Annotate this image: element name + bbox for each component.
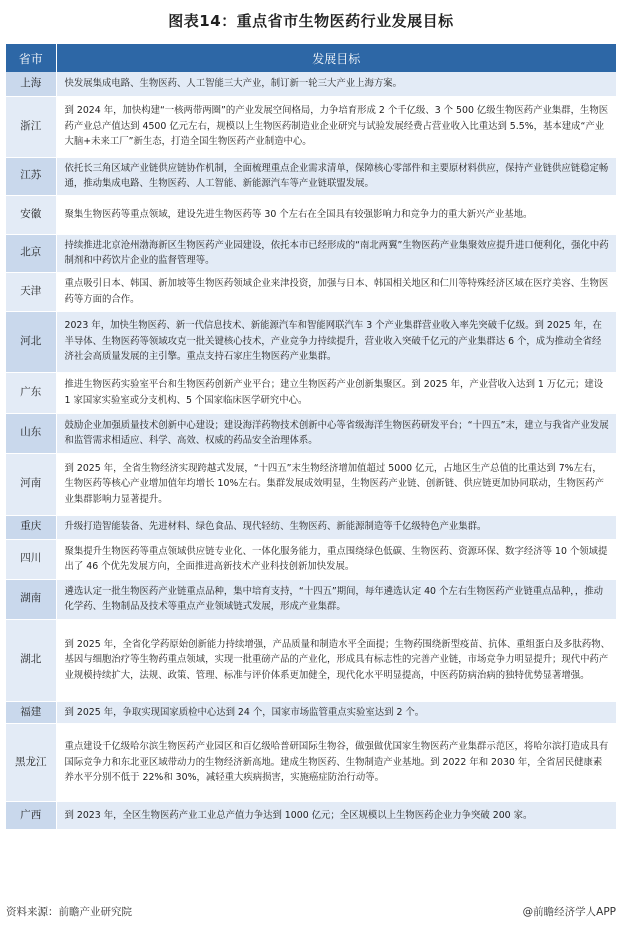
province-cell: 福建 (6, 701, 56, 723)
goal-cell: 到 2023 年，全区生物医药产业工业总产值力争达到 1000 亿元；全区规模以上生物医药企业力争突破 200 家。 (56, 801, 616, 829)
province-cell: 重庆 (6, 515, 56, 539)
goal-cell: 到 2025 年，争取实现国家质检中心达到 24 个，国家市场监管重点实验室达到 2 个。 (56, 701, 616, 723)
goal-cell: 重点吸引日本、韩国、新加坡等生物医药领域企业来津投资，加强与日本、韩国相关地区和仁川等特殊经济区域在医疗美容、生物医药等方面的合作。 (56, 272, 616, 311)
header-goal: 发展目标 (56, 44, 616, 72)
province-cell: 河北 (6, 311, 56, 372)
province-cell: 浙江 (6, 96, 56, 157)
table-row (6, 619, 616, 701)
table-row (6, 413, 616, 453)
table-row (6, 272, 616, 311)
table-row (6, 453, 616, 515)
goal-cell: 遴选认定一批生物医药产业链重点品种，集中培育支持，“十四五”期间，每年遴选认定 40 个左右生物医药产业链重点品种，，推动化学药、生物制品及技术等重点产业领域链式发展，形成产业集群。 (56, 579, 616, 619)
table-row (6, 801, 616, 829)
province-cell: 北京 (6, 234, 56, 272)
table-row (6, 539, 616, 579)
goal-cell: 依托长三角区域产业链供应链协作机制，全面梳理重点企业需求清单，保障核心零部件和主要原材料供应，保持产业链供应链稳定畅通，推动集成电路、生物医药、人工智能、新能源汽车等产业链联盟发展。 (56, 157, 616, 195)
table-row (6, 195, 616, 234)
brand-watermark: @前瞻经济学人APP (522, 906, 616, 918)
goal-cell: 鼓励企业加强质量技术创新中心建设；建设海洋药物技术创新中心等省级海洋生物医药研发平台；“十四五”末，建立与我省产业发展和监管需求相适应、科学、高效、权威的药品安全治理体系。 (56, 413, 616, 453)
table-row (6, 515, 616, 539)
table-row (6, 701, 616, 723)
province-cell: 江苏 (6, 157, 56, 195)
province-cell: 广西 (6, 801, 56, 829)
province-cell: 四川 (6, 539, 56, 579)
province-cell: 黑龙江 (6, 723, 56, 801)
table-row (6, 96, 616, 157)
goal-cell: 2023 年，加快生物医药、新一代信息技术、新能源汽车和智能网联汽车 3 个产业集群营业收入率先突破千亿级。到 2025 年，在半导体、生物医药等领域攻克一批关键核心技术，产业竞争力持续提升，营业收入突破千亿元的产业集群达 6 个，成为推动全省经济社会高质量发展的主引擎。重点支持石家庄生物医药产业集群。 (56, 311, 616, 372)
table-row (6, 723, 616, 801)
goals-table (6, 44, 616, 830)
goal-cell: 到 2024 年，加快构建“一核两带两圈”的产业发展空间格局，力争培育形成 2 个千亿级、3 个 500 亿级生物医药产业集群，生物医药产业总产值达到 4500 亿元左右，规模以上生物医药制造业企业研究与试验发展经费占营业收入比重达到 5.5%，基本建成“产业大脑+未来工厂”新生态，打造全国生物医药产业制造中心。 (56, 96, 616, 157)
goal-cell: 聚集生物医药等重点领域，建设先进生物医药等 30 个左右在全国具有较强影响力和竞争力的重大新兴产业基地。 (56, 195, 616, 234)
table-row (6, 234, 616, 272)
province-cell: 广东 (6, 372, 56, 413)
table-row (6, 579, 616, 619)
table-row (6, 72, 616, 96)
province-cell: 湖南 (6, 579, 56, 619)
goal-cell: 到 2025 年，全省生物经济实现跨越式发展，“十四五”末生物经济增加值超过 5000 亿元，占地区生产总值的比重达到 7%左右，生物医药等核心产业增加值年均增长 10%左右。集群发展成效明显，生物医药产业链、创新链、供应链更加协同联动，生物医药产业集群影响力显著提升。 (56, 453, 616, 515)
header-province: 省市 (6, 44, 56, 72)
goal-cell: 重点建设千亿级哈尔滨生物医药产业园区和百亿级哈普研国际生物谷，做强做优国家生物医药产业集群示范区，将哈尔滨打造成具有国际竞争力和东北亚区域带动力的生物经济新高地。建成生物医药、生物制造产业基地。到 2022 年和 2030 年，全省居民健康素养水平分别不低于 22%和 30%，减轻重大疾病损害，实施癌症防治行动等。 (56, 723, 616, 801)
goal-cell: 升级打造智能装备、先进材料、绿色食品、现代轻纺、生物医药、新能源制造等千亿级特色产业集群。 (56, 515, 616, 539)
source-note: 资料来源：前瞻产业研究院 (6, 906, 132, 918)
table-header-row (6, 44, 616, 72)
goal-cell: 快发展集成电路、生物医药、人工智能三大产业，制订新一轮三大产业上海方案。 (56, 72, 616, 96)
chart-title: 图表14：重点省市生物医药行业发展目标 (168, 12, 454, 30)
goal-cell: 推进生物医药实验室平台和生物医药创新产业平台；建立生物医药产业创新集聚区。到 2025 年，产业营收入达到 1 万亿元；建设 1 家国家实验室或分支机构、5 个国家临床医学研究中心。 (56, 372, 616, 413)
goal-cell: 到 2025 年，全省化学药原始创新能力持续增强，产品质量和制造水平全面提；生物药围绕新型疫苗、抗体、重组蛋白及多肽药物、基因与细胞治疗等生物药重点领域，实现一批重磅产品的产业化，形成具有标志性的完善产业链，市场竞争力明显提升；现代中药产业规模持续扩大，法规、政策、管理、标准与评价体系更加健全，现代化水平明显提高，中医药防病治病的独特优势显著增强。 (56, 619, 616, 701)
table-row (6, 372, 616, 413)
goal-cell: 持续推进北京沧州渤海新区生物医药产业园建设，依托本市已经形成的“南北两翼”生物医药产业集聚效应提升进口便利化，强化中药制剂和中药饮片企业的监督管理等。 (56, 234, 616, 272)
goal-cell: 聚集提升生物医药等重点领域供应链专业化、一体化服务能力，重点围绕绿色低碳、生物医药、资源环保、数字经济等 10 个领域提出了 46 个优先发展方向，全面推进高新技术产业科技创新加快发展。 (56, 539, 616, 579)
province-cell: 天津 (6, 272, 56, 311)
province-cell: 湖北 (6, 619, 56, 701)
province-cell: 山东 (6, 413, 56, 453)
province-cell: 上海 (6, 72, 56, 96)
province-cell: 安徽 (6, 195, 56, 234)
province-cell: 河南 (6, 453, 56, 515)
table-row (6, 311, 616, 372)
table-row (6, 157, 616, 195)
